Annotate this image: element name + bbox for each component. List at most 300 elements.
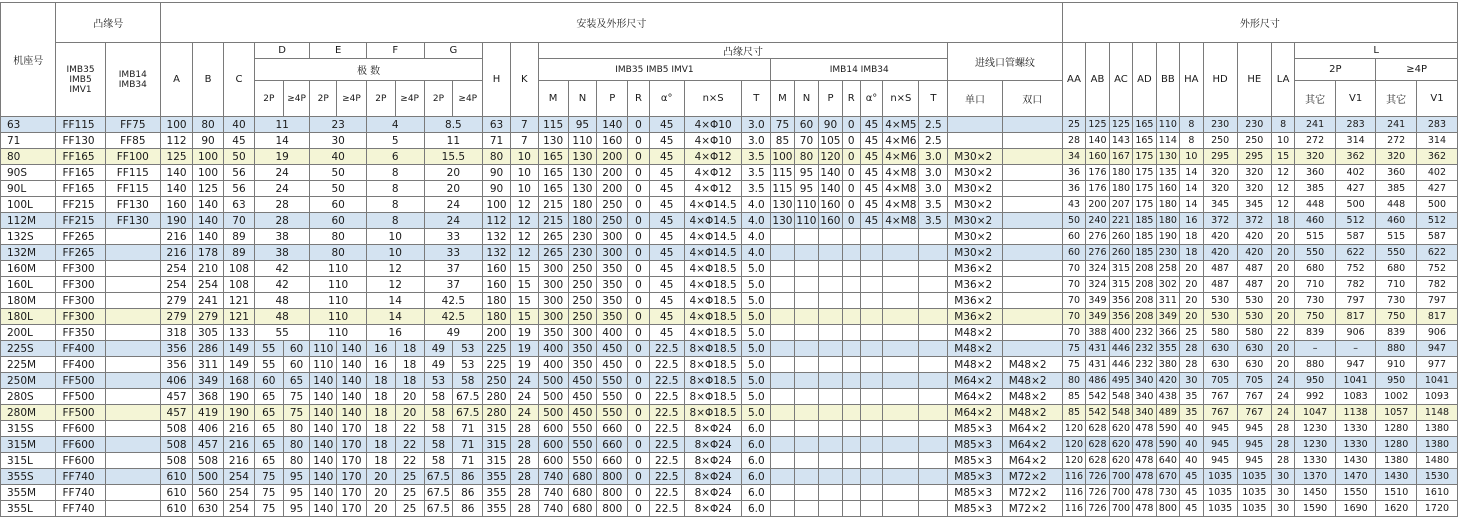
table-cell: 140 [310,453,337,469]
table-cell: 767 [1203,405,1237,421]
table-cell: 25 [395,469,424,485]
table-row [1,341,1458,357]
D-2p-header: 2P [254,81,283,117]
table-cell: 272 [1376,133,1417,149]
table-cell: 372 [1203,213,1237,229]
table-cell [819,325,842,341]
col-HD-header: HD [1203,43,1237,117]
table-cell: 628 [1086,421,1109,437]
table-cell: 0 [842,133,860,149]
table-cell: 250 [597,213,628,229]
table-cell: FF130 [105,213,160,229]
table-cell: 75 [1062,357,1085,373]
table-cell: 3.5 [742,149,771,165]
table-cell: 800 [1156,501,1179,517]
table-cell [105,229,160,245]
table-cell: FF400 [56,357,105,373]
table-cell: 45 [649,309,684,325]
col-B-header: B [193,43,224,117]
table-cell: 660 [597,453,628,469]
table-cell: 324 [1086,277,1109,293]
table-cell: 175 [1133,181,1156,197]
table-cell: 95 [794,181,819,197]
table-cell: 132 [483,229,511,245]
table-cell [794,245,819,261]
table-cell-merged: 28 [254,213,309,229]
table-cell: 20 [366,485,395,501]
table-cell [105,357,160,373]
table-cell: 457 [193,437,224,453]
table-cell: 448 [1376,197,1417,213]
table-cell [919,389,948,405]
table-cell: 165 [538,149,568,165]
table-cell-merged: 14 [366,309,424,325]
table-cell: 120 [1062,437,1085,453]
col-alpha-header: α° [649,81,684,117]
table-cell-merged: 15.5 [424,149,483,165]
table-cell: 175 [1133,197,1156,213]
table-cell [883,245,919,261]
table-cell: FF600 [56,437,105,453]
table-cell: 380 [1156,357,1179,373]
table-cell [919,357,948,373]
table-cell: 15 [510,277,538,293]
table-cell: 0 [628,357,649,373]
table-cell: 160 [597,133,628,149]
table-cell: 450 [568,389,597,405]
table-cell: 12 [510,197,538,213]
table-cell: M64×2 [948,389,1002,405]
table-cell: 550 [597,373,628,389]
table-cell: 1230 [1295,421,1336,437]
frame-no-cell: 71 [1,133,56,149]
table-cell: 160 [820,214,841,227]
table-cell: 280 [483,405,511,421]
table-cell: 20 [1180,261,1203,277]
table-cell [860,437,882,453]
table-cell: FF130 [56,133,105,149]
col-H-header: H [483,43,511,117]
table-row [1,261,1458,277]
table-cell: 446 [1109,341,1132,357]
table-cell: 22.5 [649,389,684,405]
table-cell: 460 [1295,213,1336,229]
table-cell: 250 [1203,133,1237,149]
table-cell-merged: 5 [366,133,424,149]
table-cell: 355 [483,485,511,501]
table-cell: 3.0 [919,165,948,181]
table-cell: 550 [568,437,597,453]
table-cell: 125 [1109,117,1132,133]
table-cell-merged: 40 [310,149,367,165]
table-cell: 350 [597,277,628,293]
table-cell: 10 [1271,133,1294,149]
table-cell: 18 [1180,229,1203,245]
table-cell: 90 [819,117,842,133]
table-row [1,357,1458,373]
table-cell: 478 [1133,485,1156,501]
table-cell: 0 [628,229,649,245]
table-cell: 450 [597,357,628,373]
table-cell: 508 [161,437,193,453]
table-cell [919,293,948,309]
table-row [1,197,1458,213]
table-cell: 125 [193,181,224,197]
col-AB-header: AB [1086,43,1109,117]
col-nxs2-header: n×S [883,81,919,117]
table-cell: 3.5 [742,181,771,197]
table-cell: 1610 [1416,485,1457,501]
table-cell: 356 [1109,309,1132,325]
table-cell: 10 [1180,149,1203,165]
table-cell: 8 [1271,117,1294,133]
cable-double-header: 双口 [1002,81,1062,117]
table-cell: 20 [1271,293,1294,309]
table-cell: 241 [1376,117,1417,133]
table-cell: 420 [1203,229,1237,245]
table-cell [819,437,842,453]
table-cell: 590 [1156,421,1179,437]
table-cell: 140 [337,389,367,405]
table-cell: 65 [254,421,283,437]
table-cell: 170 [337,485,367,501]
table-cell: 4×Φ14.5 [684,213,742,229]
table-cell: 350 [597,293,628,309]
table-cell: 8×Φ24 [684,485,742,501]
table-cell: 300 [538,293,568,309]
flange-dims-header: 凸缘尺寸 [538,43,948,59]
table-cell: 318 [161,325,193,341]
table-row [1,181,1458,197]
table-cell: 114 [1156,133,1179,149]
table-cell: 170 [337,421,367,437]
table-cell: 28 [1180,341,1203,357]
table-row [1,501,1458,517]
L-2p-other-header: 其它 [1295,81,1336,117]
table-cell: 4.0 [742,229,771,245]
table-cell: 24 [1271,373,1294,389]
table-cell: 4×Φ18.5 [684,277,742,293]
table-cell: FF165 [56,165,105,181]
table-cell: 311 [1156,293,1179,309]
table-cell: 36 [1062,181,1085,197]
table-cell: 10 [510,165,538,181]
table-cell: FF500 [56,389,105,405]
table-cell: 250 [568,309,597,325]
table-cell [860,421,882,437]
table-cell: 8×Φ24 [684,501,742,517]
table-cell: 0 [628,261,649,277]
table-cell: 345 [1237,197,1271,213]
table-cell: 216 [223,421,254,437]
cable-entry-header: 进线口管螺纹 [948,43,1062,81]
table-cell: 18 [366,453,395,469]
table-cell [1002,341,1062,357]
table-cell: 18 [1180,245,1203,261]
table-cell [794,277,819,293]
table-cell: 215 [538,197,568,213]
table-cell: 18 [395,357,424,373]
table-cell: 500 [538,405,568,421]
table-cell: 356 [1109,293,1132,309]
table-cell-merged: 19 [254,149,309,165]
table-cell: 726 [1086,501,1109,517]
table-cell: 340 [1133,389,1156,405]
table-cell: 372 [1237,213,1271,229]
table-cell: 910 [1376,357,1417,373]
table-cell: 14 [1180,165,1203,181]
table-cell: 18 [366,405,395,421]
table-cell: 15 [510,309,538,325]
col-AA-header: AA [1062,43,1085,117]
table-cell-merged: 42 [254,277,309,293]
table-cell: 360 [1295,165,1336,181]
table-cell [842,453,860,469]
table-cell: M64×2 [948,405,1002,421]
table-cell [771,469,794,485]
table-cell [819,277,842,293]
table-cell: 388 [1086,325,1109,341]
col-R-header: R [628,81,649,117]
table-cell: 149 [223,341,254,357]
table-cell: 108 [223,261,254,277]
table-cell: 140 [193,229,224,245]
table-cell: 0 [628,245,649,261]
table-cell: 22.5 [649,469,684,485]
table-cell-merged: 24 [254,165,309,181]
table-cell: 180 [1109,181,1132,197]
table-cell: 349 [1086,309,1109,325]
F-2p-header: 2P [366,81,395,117]
table-cell: FF75 [105,117,160,133]
table-cell: 0 [628,421,649,437]
table-cell: 40 [1180,421,1203,437]
table-cell: 75 [1062,341,1085,357]
table-cell: M30×2 [948,165,1002,181]
table-cell: 140 [310,389,337,405]
table-cell [819,405,842,421]
table-cell-merged: 10 [366,229,424,245]
table-cell: 20 [1271,261,1294,277]
table-cell: 89 [223,245,254,261]
table-cell: 95 [568,117,597,133]
table-cell [771,373,794,389]
table-cell: 283 [1335,117,1376,133]
table-cell [105,293,160,309]
table-cell: 300 [538,277,568,293]
table-cell: 170 [337,501,367,517]
table-cell: 6.0 [742,501,771,517]
table-cell: 0 [628,149,649,165]
table-cell [794,469,819,485]
table-cell: 6.0 [742,437,771,453]
table-cell: 0 [628,309,649,325]
table-cell: 730 [1156,485,1179,501]
table-cell: 515 [1376,229,1417,245]
table-cell-merged: 6 [366,149,424,165]
table-cell: 100 [193,149,224,165]
table-cell: 8×Φ24 [684,453,742,469]
table-cell [819,453,842,469]
table-cell: 431 [1086,341,1109,357]
table-cell: 149 [223,357,254,373]
table-cell: 550 [568,453,597,469]
table-cell: 1690 [1335,501,1376,517]
table-cell: 36 [1062,165,1085,181]
col-alpha2-header: α° [860,81,882,117]
table-cell: FF165 [56,181,105,197]
table-cell: M48×2 [948,325,1002,341]
table-cell [794,501,819,517]
table-cell: 1470 [1335,469,1376,485]
table-cell: 279 [193,309,224,325]
table-cell [883,501,919,517]
table-cell: 175 [1133,149,1156,165]
frame-no-cell: 180L [1,309,56,325]
table-cell: 1380 [1376,453,1417,469]
table-cell: 6.0 [742,453,771,469]
table-cell: 1148 [1416,405,1457,421]
table-cell: 22.5 [649,357,684,373]
table-cell: 1480 [1416,453,1457,469]
G-2p-header: 2P [424,81,453,117]
table-cell: 660 [597,421,628,437]
table-cell: 478 [1133,453,1156,469]
table-cell: 105 [820,134,841,147]
table-cell: 0 [842,213,860,229]
table-cell: 385 [1376,181,1417,197]
table-cell: 630 [1237,341,1271,357]
table-cell: 700 [1109,469,1132,485]
table-cell: 8×Φ18.5 [684,389,742,405]
table-cell: 67.5 [424,501,453,517]
table-cell: 420 [1237,245,1271,261]
cable-single-header: 单口 [948,81,1002,117]
table-cell: 8×Φ18.5 [684,405,742,421]
table-cell: 324 [1086,261,1109,277]
table-cell: 230 [568,245,597,261]
table-cell: 165 [1133,117,1156,133]
table-cell: 208 [1133,277,1156,293]
table-cell: 705 [1203,373,1237,389]
table-cell: 75 [771,117,794,133]
table-cell: 548 [1109,389,1132,405]
table-cell: 45 [649,261,684,277]
table-cell: 112 [161,133,193,149]
table-cell: 406 [161,373,193,389]
table-cell: FF215 [56,197,105,213]
table-cell: 140 [337,357,367,373]
table-cell: 355 [1156,341,1179,357]
col-nxs-header: n×S [684,81,742,117]
table-cell: 3.0 [742,133,771,149]
col-LA-header: LA [1271,43,1294,117]
table-cell: 315 [1109,261,1132,277]
table-cell: 478 [1133,469,1156,485]
table-cell: 0 [628,181,649,197]
table-cell [1002,197,1062,213]
table-cell: 350 [568,357,597,373]
table-cell: M85×3 [948,421,1002,437]
table-cell: 817 [1416,309,1457,325]
table-cell: 110 [310,357,337,373]
table-cell: 1590 [1295,501,1336,517]
table-cell: 839 [1295,325,1336,341]
table-cell: 590 [1156,437,1179,453]
table-cell: 750 [1376,309,1417,325]
table-cell: 385 [1295,181,1336,197]
table-cell: 406 [193,421,224,437]
table-cell: 170 [337,469,367,485]
table-cell: 276 [1086,229,1109,245]
table-cell: 450 [568,405,597,421]
table-cell: 28 [510,485,538,501]
table-cell: 0 [628,453,649,469]
table-cell [794,421,819,437]
table-cell: 45 [860,165,882,181]
table-cell: 5.0 [742,389,771,405]
table-cell: 726 [1086,485,1109,501]
table-cell: 28 [1180,357,1203,373]
table-cell [842,357,860,373]
col-M2-header: M [771,81,794,117]
table-cell-merged: 8 [366,181,424,197]
table-cell: 225 [483,357,511,373]
table-cell: 90 [483,165,511,181]
table-cell [794,437,819,453]
table-cell: 0 [628,213,649,229]
table-cell: 1035 [1203,469,1237,485]
table-cell: 232 [1133,357,1156,373]
table-cell: 767 [1237,405,1271,421]
table-cell: 4×Φ12 [684,165,742,181]
frame-no-cell: 180M [1,293,56,309]
table-cell: 75 [254,501,283,517]
table-cell: 630 [1237,357,1271,373]
table-cell [883,373,919,389]
table-cell: 283 [1416,117,1457,133]
table-cell: 3.5 [742,165,771,181]
table-cell [919,341,948,357]
table-cell-merged: 110 [310,325,367,341]
table-cell: 1330 [1295,453,1336,469]
table-cell: 250 [568,277,597,293]
table-cell: 116 [1062,485,1085,501]
table-cell: 610 [161,501,193,517]
col-D-header: D [254,43,309,59]
table-cell: 56 [223,181,254,197]
flange-sub-header-1: IMB35 IMB5 IMV1 [56,43,105,117]
table-cell [1002,325,1062,341]
table-cell: 160 [1156,181,1179,197]
table-cell: 1035 [1237,469,1271,485]
table-cell: 125 [161,149,193,165]
frame-no-cell: 355S [1,469,56,485]
table-cell: FF130 [105,197,160,213]
table-cell: M85×3 [948,485,1002,501]
table-cell: 1620 [1376,501,1417,517]
table-cell: 140 [820,182,841,195]
table-cell: 22 [1271,325,1294,341]
table-cell: 45 [860,117,882,133]
table-cell: 45 [860,197,882,213]
table-cell: 950 [1376,373,1417,389]
table-cell: 0 [842,117,860,133]
table-cell: FF265 [56,229,105,245]
L-4p-header: ≥4P [1376,59,1458,81]
table-cell: 49 [424,357,453,373]
table-cell: 4.0 [742,197,771,213]
